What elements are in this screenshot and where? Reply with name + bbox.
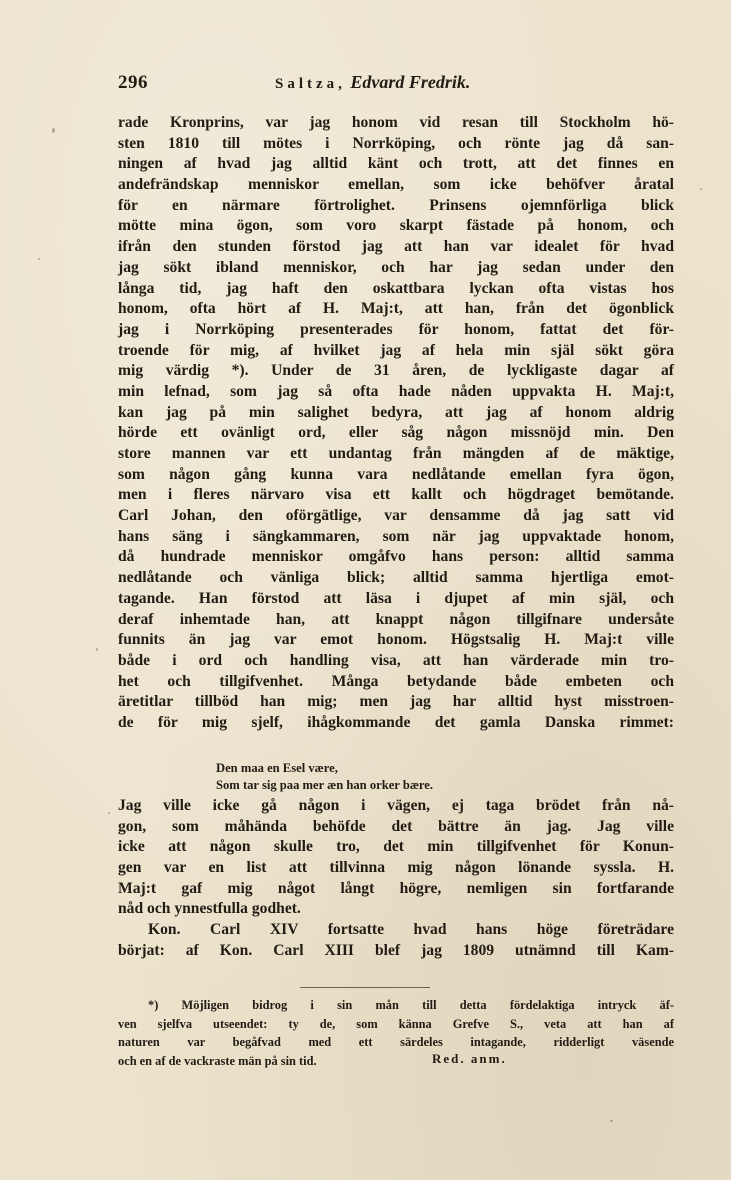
footnote-line: naturen var begåfvad med ett särdeles intagande, ridderligt väsende (118, 1035, 674, 1049)
text-line: både i ord och handling visa, att han värderade min tro- (118, 651, 674, 669)
text-line: store mannen var ett undantag från mängden af de mäktige, (118, 445, 674, 462)
running-title (275, 72, 470, 93)
text-line: Maj:t gaf mig något långt högre, nemligen sin fortfarande (118, 879, 674, 897)
text-line: troende för mig, af hvilket jag af hela min själ sökt göra (118, 341, 674, 359)
paper-speck (52, 128, 55, 133)
paper-speck (96, 648, 98, 651)
text-line: jag i Norrköping presenterades för honom, fattat det för- (118, 320, 674, 338)
text-line: de för mig sjelf, ihågkommande det gamla Danska rimmet: (118, 713, 674, 731)
text-line: Kon. Carl XIV fortsatte hvad hans höge företrädare (148, 921, 674, 939)
text-line: min lefnad, som jag så ofta hade nåden uppvakta H. Maj:t, (118, 382, 674, 400)
text-line: långa tid, jag haft den oskattbara lyckan ofta vistas hos (118, 279, 674, 297)
text-line: het och tillgifvenhet. Många betydande både embeten och (118, 672, 674, 690)
text-line: nåd och ynnestfulla godhet. (118, 900, 301, 918)
text-line: hans säng i sängkammaren, som när jag uppvaktade honom, (118, 527, 674, 545)
text-line: Carl Johan, den oförgätlige, var densamme då jag satt vid (118, 507, 674, 525)
text-line: jag sökt ibland menniskor, och har jag sedan under den (118, 258, 674, 276)
author-given-name: Edvard Fredrik. (350, 72, 471, 92)
text-line: andefrändskap menniskor emellan, som icke behöfver åratal (118, 176, 674, 194)
footnote-line: *) Möjligen bidrog i sin mån till detta fördelaktiga intryck äf- (148, 998, 674, 1012)
footnote-line: och en af de vackraste män på sin tid. (118, 1053, 317, 1068)
main-text-block-continued (118, 796, 674, 962)
text-line: men i fleres närvaro visa ett kallt och högdraget bemötande. (118, 486, 674, 504)
text-line: mötte mina ögon, som voro skarpt fästade på honom, och (118, 217, 674, 235)
text-line: gon, som måhända behöfde det bättre än jag. Jag ville (118, 817, 674, 835)
text-line: hörde ett ovänligt ord, eller såg någon missnöjd min. Den (118, 424, 674, 442)
text-line: då hundrade menniskor omgåfvo hans person: alltid samma (118, 548, 674, 566)
text-line: äretitlar tillböd han mig; men jag har alltid hyst misstroen- (118, 693, 674, 711)
paper-speck (610, 1120, 613, 1122)
text-line: börjat: af Kon. Carl XIII blef jag 1809 utnämnd till Kam- (118, 941, 674, 959)
verse-line: Som tar sig paa mer æn han orker bære. (216, 778, 434, 792)
text-line: funnits än jag var emot honom. Högstsalig H. Maj:t ville (118, 631, 674, 649)
text-line: för en närmare förtrolighet. Prinsens ojemnförliga blick (118, 196, 674, 214)
main-text-block (118, 113, 674, 734)
page-header (118, 72, 678, 102)
text-line: deraf inhemtade han, att knappt någon tillgifnare undersåte (118, 610, 674, 628)
text-line: rade Kronprins, var jag honom vid resan till Stockholm hö- (118, 114, 674, 131)
footnote-line: ven sjelfva utseendet: ty de, som känna Grefve S., veta att han af (118, 1016, 674, 1031)
danish-rhyme-quote (216, 760, 616, 794)
author-surname: Saltza, (275, 76, 346, 92)
verse-line: Den maa en Esel være, (216, 761, 338, 775)
text-line: som någon gång kunna vara nedlåtande emellan fyra ögon, (118, 465, 674, 483)
text-line: sten 1810 till mötes i Norrköping, och rönte jag då san- (118, 134, 674, 152)
text-line: honom, ofta hört af H. Maj:t, att han, från det ögonblick (118, 300, 674, 318)
text-line: ifrån den stunden förstod jag att han var idealet för hvad (118, 238, 674, 256)
footnote-separator-rule (300, 987, 430, 988)
paper-speck (38, 258, 40, 260)
text-line: tagande. Han förstod att läsa i djupet af min själ, och (118, 589, 674, 607)
paper-speck (108, 812, 110, 814)
editor-note-signature: Red. anm. (432, 1051, 507, 1066)
text-line: gen var en list att tillvinna mig någon lönande syssla. H. (118, 859, 674, 877)
text-line: kan jag på min salighet bedyra, att jag af honom aldrig (118, 403, 674, 421)
footnote (118, 996, 674, 1070)
text-line: mig värdig *). Under de 31 åren, de lyckligaste dagar af (118, 362, 674, 380)
text-line: ningen af hvad jag alltid känt och trott, att det finnes en (118, 155, 674, 173)
text-line: nedlåtande och vänliga blick; alltid samma hjertliga emot- (118, 569, 674, 587)
text-line: icke att någon skulle tro, det min tillgifvenhet för Konun- (118, 838, 674, 856)
page-number: 296 (118, 72, 148, 93)
paper-speck (700, 188, 702, 190)
text-line: Jag ville icke gå någon i vägen, ej taga brödet från nå- (118, 797, 674, 814)
